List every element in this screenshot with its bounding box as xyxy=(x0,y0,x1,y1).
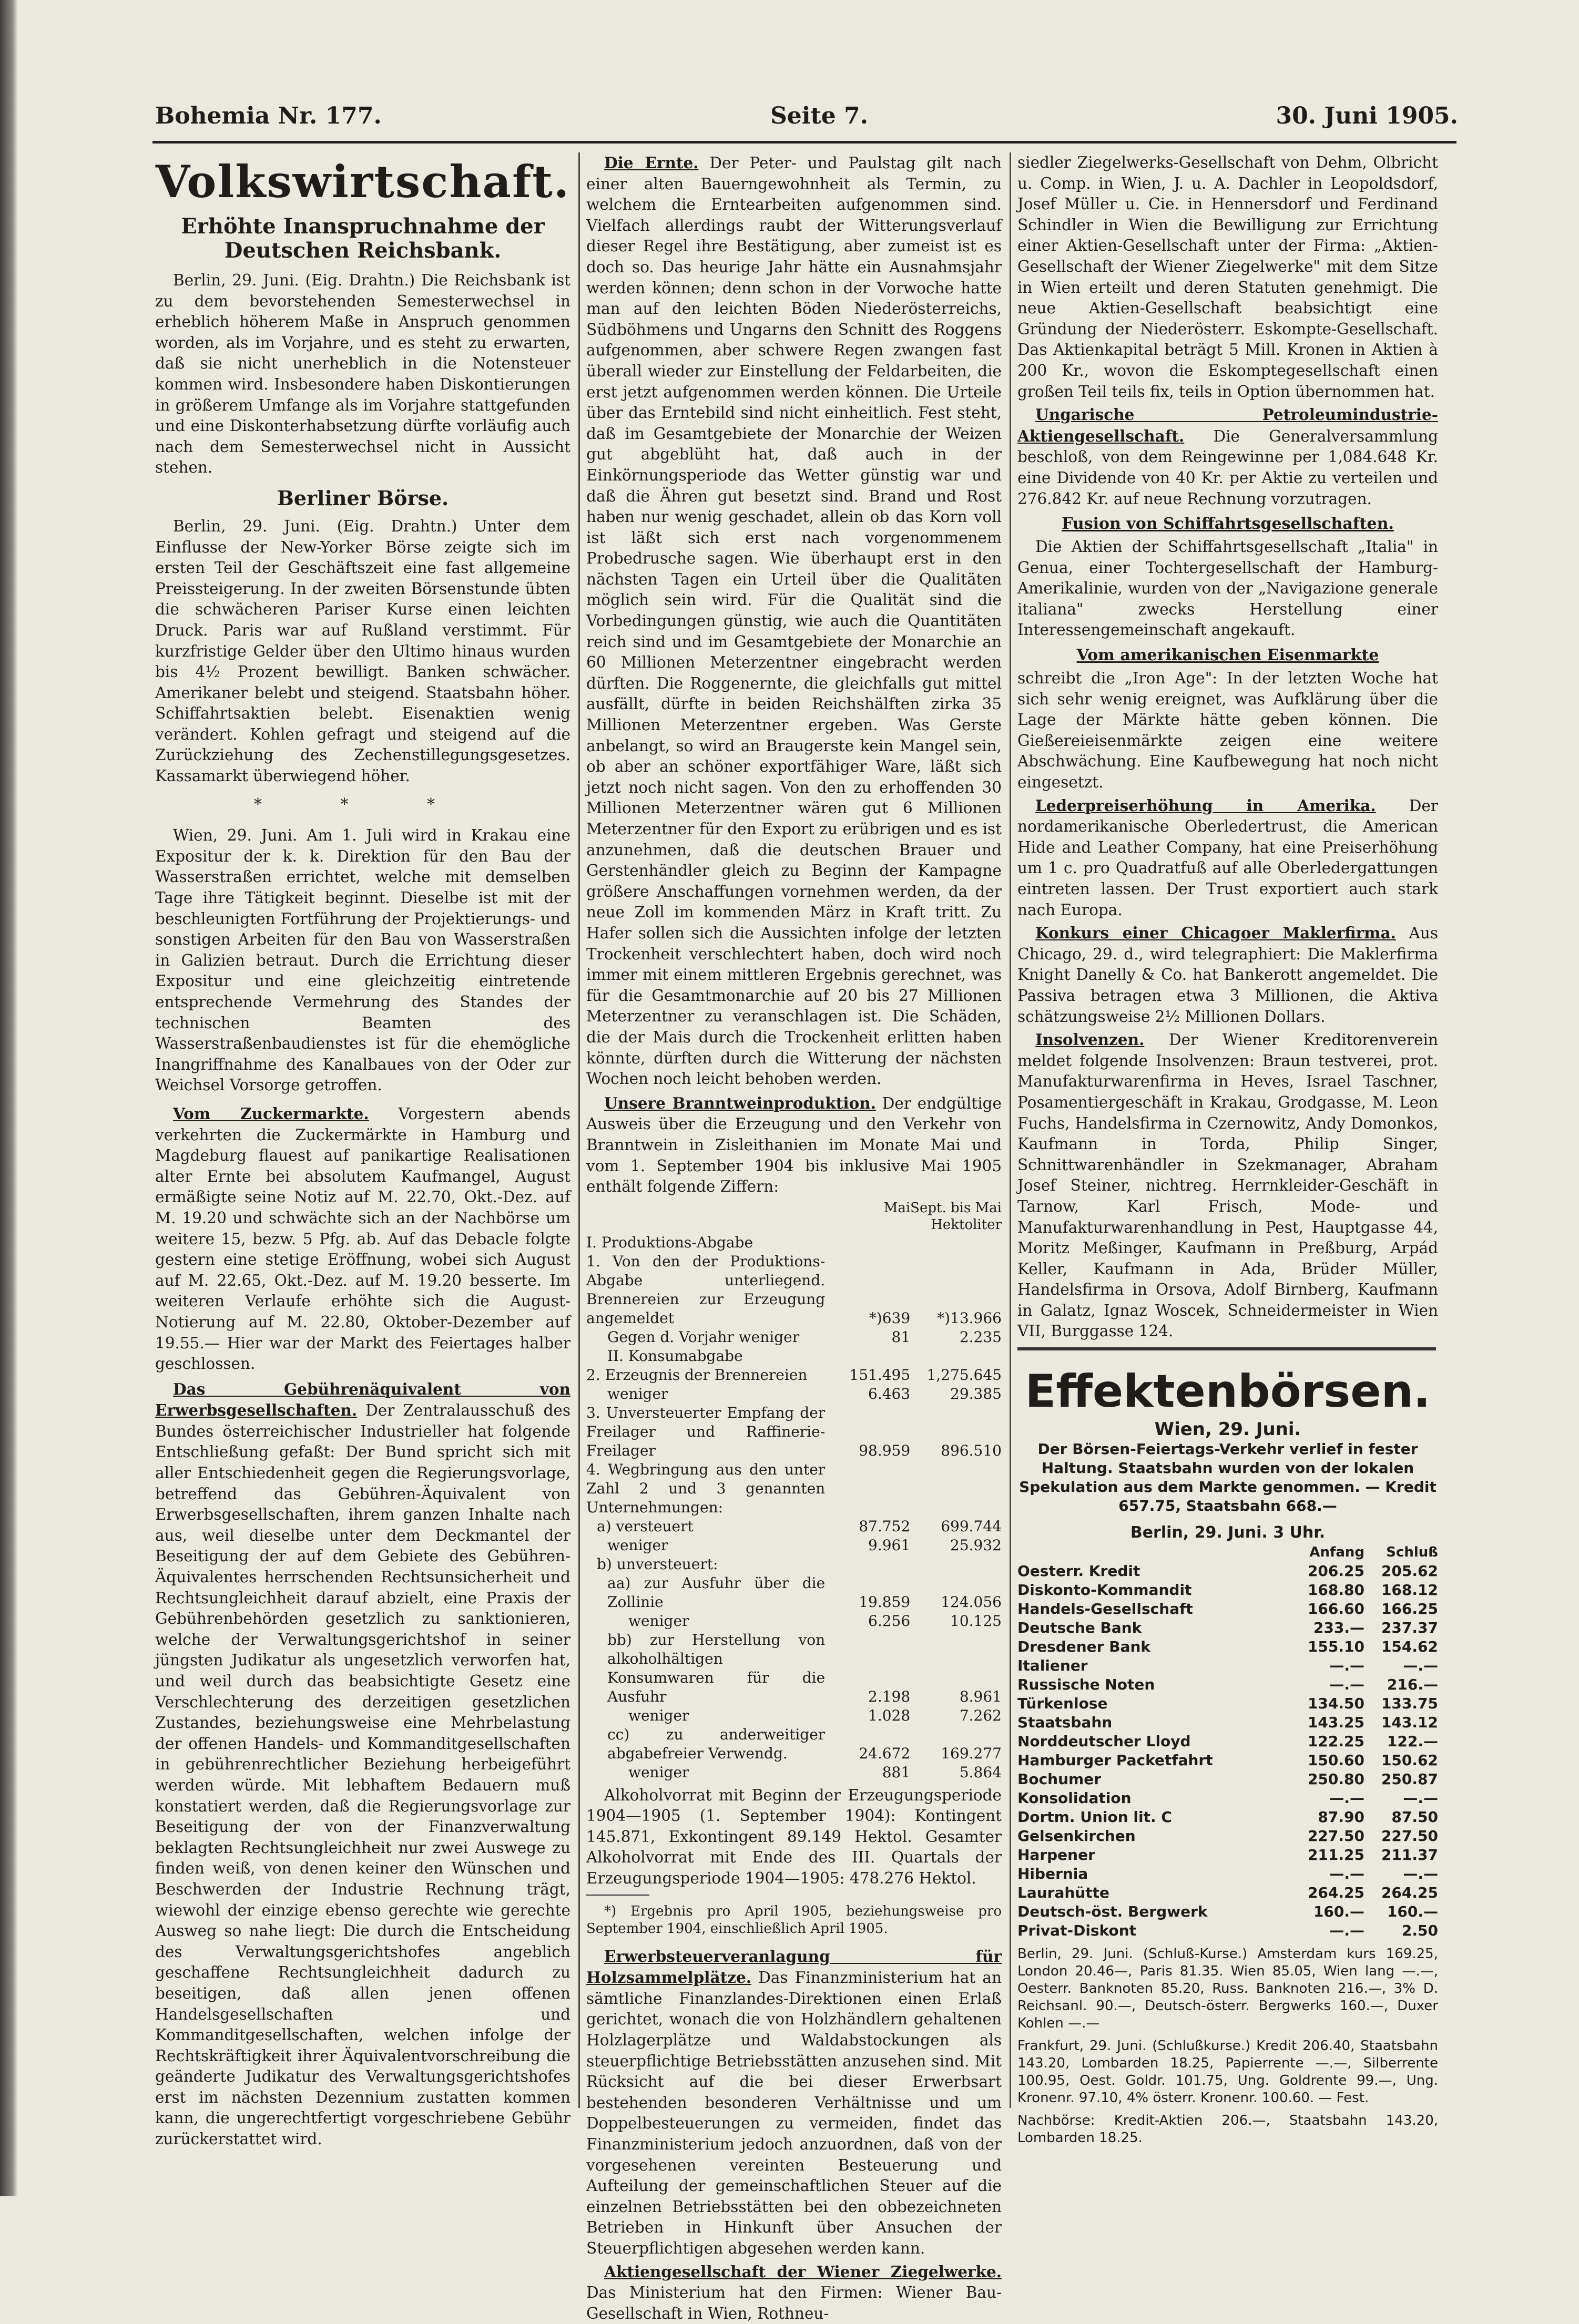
table-row xyxy=(1017,1921,1438,1940)
stock-anfang: 160.— xyxy=(1313,1903,1364,1921)
column-rule-2 xyxy=(1010,152,1011,2108)
table-row xyxy=(586,1252,1002,1328)
stock-anfang: 134.50 xyxy=(1307,1695,1364,1713)
row-mai: 81 xyxy=(891,1328,911,1346)
table-row xyxy=(586,1233,1002,1252)
row-sept: *)13.966 xyxy=(937,1309,1002,1327)
row-label: aa) zur Ausfuhr über die Zollinie xyxy=(607,1574,826,1611)
row-label: weniger xyxy=(628,1612,689,1630)
table-row xyxy=(586,1347,1002,1366)
row-label: II. Konsumabgabe xyxy=(607,1347,743,1365)
stock-name: Russische Noten xyxy=(1017,1676,1155,1694)
row-label: 2. Erzeugnis der Brennereien xyxy=(586,1366,808,1384)
stock-name: Konsolidation xyxy=(1017,1789,1132,1807)
table-row xyxy=(1017,1619,1438,1637)
text-lederpreis: Der nordamerikanische Oberledertrust, die American Hide and Leather Company, hat eine Preiserhöhung um 1 c. pro Quadratfuß auf alle Oberledergattungen eintreten lassen. Der Trust exportiert auch stark nach Europa. xyxy=(1017,796,1438,919)
text-branntwein: Der endgültige Ausweis über die Erzeugung und den Verkehr von Branntwein in Zisleithanien im Monate Mai und vom 1. September 1904 bis inklusive Mai 1905 enthält folgende Ziffern: xyxy=(586,1094,1002,1196)
text-holzsammelplaetze: Das Finanzministerium hat an sämtliche Finanzlandes-Direktionen einen Erlaß gerichtet, wonach die von Holzhändlern gehaltenen Holzlagerplätze und Waldabstockungen als steuerpflichtige Betriebsstätten anzusehen sind. Mit Rücksicht auf die bei dieser Erwerbsart bestehenden besonderen Verhältnisse und um Doppelbesteuerungen zu vermeiden, findet das Finanzministerium jedoch anzuordnen, daß von der vorgesehenen vereinten Besteuerung und Aufteilung der gemeinschaftlichen Steuer auf die einzelnen Betriebsstätten bei den obbezeichneten Betrieben in Hinkunft über Ansuchen der Steuerpflichtigen abgesehen werden kann. xyxy=(586,1969,1002,2257)
row-label: 4. Wegbringung aus den unter Zahl 2 und 3 genannten Unternehmungen: xyxy=(586,1460,826,1516)
stock-name: Bochumer xyxy=(1017,1770,1102,1788)
page-edge-shadow xyxy=(0,0,18,2196)
article-wien-wasserstrassen: Wien, 29. Juni. Am 1. Juli wird in Krakau eine Expositur der k. k. Direktion für den Bau der Wasserstraßen errichtet, welche mit demselben Tage ihre Tätigkeit beginnt. Dieselbe ist mit der beschleunigten Fortführung der Projektierungs- und sonstigen Arbeiten für den Bau von Wasserstraßen in Galizien betraut. Durch die Errichtung dieser Expositur und eine gleichzeitig eintretende entsprechende Vermehrung des Standes der technischen Beamten des Wasserstraßenbaudienstes ist für die ehemögliche Inangriffnahme des Kanalbaues von der Oder zur Weichsel Vorsorge getroffen. xyxy=(155,826,571,1094)
stock-schluss: 264.25 xyxy=(1381,1884,1438,1902)
column-rule-1 xyxy=(578,152,580,2108)
row-sept: 896.510 xyxy=(941,1441,1002,1459)
row-sept xyxy=(910,1233,1002,1252)
table-row xyxy=(1017,1770,1438,1789)
headline-zuckermarkt: Vom Zuckermarkte. xyxy=(173,1104,369,1123)
article-fusion: Die Aktien der Schiffahrtsgesellschaft „Italia" in Genua, einer Tochtergesellschaft der Hamburg-Amerikalinie, wurden von der „Navigazione generale italiana" zwecks Herstellung einer Interessengemeinschaft angekauft. xyxy=(1017,538,1438,639)
stock-anfang: —.— xyxy=(1329,1789,1364,1807)
row-mai xyxy=(831,1347,910,1366)
row-sept: 8.961 xyxy=(959,1687,1002,1705)
table-row xyxy=(1017,1656,1438,1675)
stock-anfang: 143.25 xyxy=(1307,1714,1364,1732)
table-row xyxy=(586,1404,1002,1460)
article-berliner-boerse: Berlin, 29. Juni. (Eig. Drahtn.) Unter dem Einflusse der New-Yorker Börse zeigte sich im ersten Teil der Geschäftszeit eine fast allgemeine Preissteigerung. In der zweiten Börsenstunde übten die schwächeren Pariser Kurse einen leichten Druck. Paris war auf Rußland verstimmt. Für kurzfristige Gelder über den Ultimo hinaus wurden bis 4½ Prozent bewilligt. Banken schwächer. Amerikaner belebt und steigend. Staatsbahn höher. Schiffahrtsaktien belebt. Eisenaktien wenig verändert. Kohlen gefragt und steigend auf die Zurückziehung des Zechenstillegungsgesetzes. Kassamarkt überwiegend höher. xyxy=(155,517,571,785)
article-insolvenzen xyxy=(1017,1029,1438,1342)
row-mai: 9.961 xyxy=(868,1536,911,1554)
stock-anfang: —.— xyxy=(1329,1922,1364,1940)
table-row xyxy=(1017,1600,1438,1619)
effektenboersen-title: Effektenbörsen. xyxy=(1025,1365,1431,1418)
article-zuckermarkt xyxy=(155,1103,571,1375)
headline-holzsammelplaetze: Erwerbsteuerveranlagung für Holzsammelplätze. xyxy=(586,1947,1002,1987)
headline-lederpreis: Lederpreiserhöhung in Amerika. xyxy=(1035,796,1376,815)
wien-report: Der Börsen-Feiertags-Verkehr verlief in fester Haltung. Staatsbahn wurden von der lokalen Spekulation aus dem Markte genommen. — Kredit 657.75, Staatsbahn 668.— xyxy=(1019,1440,1437,1515)
text-petroleum: Die Generalversammlung beschloß, von dem Reingewinne per 1,084.648 Kr. eine Dividende von 40 Kr. per Aktie zu verteilen und 276.842 Kr. auf neue Rechnung vorzutragen. xyxy=(1017,427,1438,508)
article-reichsbank: Berlin, 29. Juni. (Eig. Drahtn.) Die Reichsbank ist zu dem bevorstehenden Semesterwechsel in erheblich höherem Maße in Anspruch genommen worden, als im Vorjahre, und es steht zu erwarten, daß sie nicht unerheblich in die Notensteuer kommen wird. Insbesondere haben Diskontierungen in größerem Umfange als im Vorjahre stattgefunden und eine Diskonterhabsetzung dürfte vorläufig auch nach dem Semesterwechsel nicht in Aussicht stehen. xyxy=(155,271,571,477)
headline-gebuehrenaequivalent: Das Gebührenäquivalent von Erwerbsgesellschaften. xyxy=(155,1379,571,1420)
article-ziegelwerke-continued: siedler Ziegelwerks-Gesellschaft von Dehm, Olbricht u. Comp. in Wien, J. u. A. Dachler in Leopoldsdorf, Josef Müller u. Cie. in Hennersdorf und Ferdinand Schindler in Wien die Bewilligung zur Errichtung einer Aktien-Gesellschaft unter der Firma: „Aktien-Gesellschaft der Wiener Ziegelwerke" mit dem Sitze in Wien erteilt und deren Statuten genehmigt. Die neue Aktien-Gesellschaft beabsichtigt eine Gründung der Niederösterr. Eskompte-Gesellschaft. Das Aktienkapital beträgt 5 Mill. Kronen in Aktien à 200 Kr., wovon die Eskomptegesellschaft einen großen Teil teils fix, teils in Option übernommen hat. xyxy=(1017,153,1438,401)
text-ernte: Der Peter- und Paulstag gilt nach einer alten Bauerngewohnheit als Termin, zu welchem die Erntearbeiten aufgenommen sind. Vielfach allerdings raubt der Witterungsverlauf dieser Regel ihre Bestätigung, aber zumeist ist es doch so. Das heurige Jahr hätte ein Ausnahmsjahr werden können; denn schon in der Vorwoche hatte man auf den leichten Böden Niederösterreichs, Südböhmens und Ungarns den Schnitt des Roggens aufgenommen, aber schwere Regen zwangen fast überall wieder zur Einstellung der Feldarbeiten, die erst jetzt aufgenommen werden können. Die Urteile über das Erntebild sind nicht einheitlich. Fest steht, daß im Gesamtgebiete der Monarchie der Weizen gut abgeblüht hat, daß auch in der Einkörnungsperiode das Wetter günstig war und daß die Ähren gut besetzt sind. Brand und Rost haben nur wenig geschadet, allein ob das Korn voll ist läßt sich erst nach vorgenommenem Probedrusche sagen. Wie überhaupt erst in den nächsten Tagen ein Urteil über die Qualitäten möglich sein wird. Für die Qualität sind die Vorbedingungen günstig, wie auch die Quantitäten reich sind und im Gesamtgebiete der Monarchie an 60 Millionen Meterzentner eingebracht werden dürften. Die Roggenernte, die gleichfalls gut mittel ausfällt, dürfte in beiden Reichshälften zirka 35 Millionen Meterzentner ergeben. Was Gerste anbelangt, so wird an Braugerste kein Mangel sein, ob aber an schöner exportfähiger Ware, läßt sich jetzt noch nicht sagen. Von den zu erhoffenden 30 Millionen Meterzentner wären gut 6 Millionen Meterzentner für den Export zu erübrigen und es ist anzunehmen, daß die deutschen Brauer und Gerstenhändler gleich zu Beginn der Kampagne größere Anschaffungen vornehmen werden, da der neue Zoll im kommenden März in Kraft tritt. Zu Hafer sollen sich die Aussichten infolge der letzten Trockenheit verschlechtert haben, doch wird noch immer mit einem mittleren Ergebnis gerechnet, was für die Gesamtmonarchie auf 20 bis 27 Millionen Meterzentner zu veranschlagen ist. Die Schäden, die der Mais durch die Trockenheit erlitten haben könnte, dürften durch die Witterung der nächsten Wochen noch leicht behoben werden. xyxy=(586,154,1002,1088)
article-eisenmarkt: schreibt die „Iron Age": In der letzten Woche hat sich sehr wenig ereignet, was Aufklärung über die Lage der Märkte hätte geben können. Die Gießereieisenmärkte zeigen eine weitere Abschwächung. Eine Kaufbewegung hat noch nicht eingesetzt. xyxy=(1017,669,1438,792)
stock-name: Hamburger Packetfahrt xyxy=(1017,1752,1213,1769)
stock-schluss: 87.50 xyxy=(1391,1808,1438,1826)
table-row xyxy=(586,1612,1002,1631)
row-sept: 10.125 xyxy=(950,1612,1002,1630)
headline-branntwein: Unsere Branntweinproduktion. xyxy=(604,1093,877,1112)
table-header-row xyxy=(586,1200,1002,1216)
article-alkoholvorrat: Alkoholvorrat mit Beginn der Erzeugungsperiode 1904—1905 (1. September 1904): Kontingent 145.871, Exkontingent 89.149 Hektol. Gesamter Alkoholvorrat mit Ende des III. Quartals der Erzeugungsperiode 1904—1905: 478.276 Hektol. xyxy=(586,1786,1002,1888)
stock-schluss: 166.25 xyxy=(1381,1600,1438,1618)
headline-eisenmarkt: Vom amerikanischen Eisenmarkte xyxy=(1076,646,1379,665)
text-konkurs: Aus Chicago, 29. d., wird telegraphiert: Die Maklerfirma Knight Danelly & Co. hat Bankerott angemeldet. Die Passiva betragen etwa 3 Millionen, die Aktiva schätzungsweise 2½ Millionen Dollars. xyxy=(1017,924,1438,1026)
stock-schluss: —.— xyxy=(1403,1657,1438,1675)
table-row xyxy=(586,1366,1002,1385)
table-row xyxy=(1017,1751,1438,1770)
row-label: b) unversteuert: xyxy=(597,1555,718,1573)
table-row xyxy=(586,1328,1002,1347)
berlin-schlusskurse: Berlin, 29. Juni. (Schluß-Kurse.) Amsterdam kurs 169.25, London 20.46—, Paris 81.35. Wien 85.05, Wien lang —.—, Oesterr. Banknoten 85.20, Russ. Banknoten 216.—, 3% D. Reichsanl. 90.—, Deutsch-österr. Bergwerks 160.—, Duxer Kohlen —.— xyxy=(1017,1946,1438,2032)
row-label: weniger xyxy=(628,1763,689,1781)
stock-name: Harpener xyxy=(1017,1846,1095,1864)
row-sept: 2.235 xyxy=(959,1328,1002,1346)
text-zuckermarkt: Vorgestern abends verkehrten die Zuckermärkte in Hamburg und Magdeburg flauest auf panikartige Realisationen alter Ernte bei absolutem Kaufmangel, August ermäßigte seine Notiz auf M. 22.70, Okt.-Dez. auf M. 19.20 und schwächte sich an der Nachbörse um weitere 15, bezw. 5 Pfg. ab. Auf das Debacle folgte gestern eine stetige Eröffnung, wobei sich August auf M. 22.65, Okt.-Dez. auf M. 19.20 besserte. Im weiteren Verlaufe erhöhte sich die August-Notierung auf M. 22.80, Oktober-Dezember auf 19.55.— Hier war der Markt des Feiertages halber geschlossen. xyxy=(155,1104,571,1373)
row-mai: 6.463 xyxy=(868,1385,911,1402)
col-header-anfang: Anfang xyxy=(1309,1544,1364,1561)
row-mai: 98.959 xyxy=(859,1441,911,1459)
row-mai: 24.672 xyxy=(859,1744,911,1762)
nachboerse: Nachbörse: Kredit-Aktien 206.—, Staatsbahn 143.20, Lombarden 18.25. xyxy=(1017,2113,1438,2146)
row-sept: 169.277 xyxy=(941,1744,1002,1762)
stock-name: Dortm. Union lit. C xyxy=(1017,1808,1172,1826)
stock-anfang: 168.80 xyxy=(1307,1581,1364,1599)
headline-berliner-boerse: Berliner Börse. xyxy=(277,486,449,510)
table-unit-row xyxy=(586,1216,1002,1233)
stock-schluss: 143.12 xyxy=(1381,1714,1438,1732)
stock-schluss: 150.62 xyxy=(1381,1752,1438,1769)
row-mai xyxy=(831,1460,910,1517)
stock-anfang: 155.10 xyxy=(1307,1638,1364,1656)
branntwein-table xyxy=(586,1200,1002,1782)
stock-schluss: 250.87 xyxy=(1381,1770,1438,1788)
table-row xyxy=(586,1555,1002,1574)
article-holzsammelplaetze xyxy=(586,1946,1002,2259)
stock-schluss: 168.12 xyxy=(1381,1581,1438,1599)
row-sept: 124.056 xyxy=(941,1593,1002,1611)
stock-schluss: —.— xyxy=(1403,1789,1438,1807)
table-row xyxy=(586,1460,1002,1517)
masthead-issue: Bohemia Nr. 177. xyxy=(155,103,382,129)
table-row xyxy=(1017,1732,1438,1751)
stock-name: Hibernia xyxy=(1017,1865,1088,1883)
stock-anfang: 150.60 xyxy=(1307,1752,1364,1769)
table-row xyxy=(586,1517,1002,1536)
stock-schluss: 2.50 xyxy=(1401,1922,1438,1940)
page-header xyxy=(155,103,1458,139)
table-row xyxy=(586,1574,1002,1612)
table-row xyxy=(1017,1713,1438,1732)
col-header-schluss: Schluß xyxy=(1386,1544,1438,1561)
article-lederpreis xyxy=(1017,795,1438,921)
stock-anfang: 211.25 xyxy=(1307,1846,1364,1864)
row-sept: 5.864 xyxy=(959,1763,1002,1781)
row-mai: 1.028 xyxy=(868,1706,911,1724)
stock-name: Türkenlose xyxy=(1017,1695,1108,1713)
text-gebuehrenaequivalent: Der Zentralausschuß des Bundes österreichischer Industrieller hat folgende Entschließung gefaßt: Der Bund spricht sich mit aller Entschiedenheit gegen die Regierungsvorlage, betreffend das Gebühren-Äquivalent von Erwerbsgesellschaften, ihrem ganzen Inhalte nach aus, weil dieselbe unter dem Deckmantel der Beseitigung der auf dem Gebiete des Gebühren-Äquivalentes herrschenden Rechtsunsicherheit und Rechtsungleichheit darauf abzielt, eine Praxis der Gebührenbehörden gesetzlich zu sanktionieren, welche der Verwaltungsgerichtshof in seiner jüngsten Judikatur als ungesetzlich verworfen hat, und weil durch das beabsichtigte Gesetz eine Verschlechterung des derzeitigen gesetzlichen Zustandes, beziehungsweise eine Mehrbelastung der offenen Handels- und Kommanditgesellschaften in gebührenrechtlicher Beziehung herbeigeführt werden würde. Mit lebhaftem Bedauern muß konstatiert werden, daß die Regierungsvorlage zur Beseitigung der von der Finanzverwaltung beklagten Rechtsungleichheit nur zwei Auswege zu finden weiß, von denen keiner den Wünschen und Beschwerden der Industrie Rechnung trägt, wiewohl der einzige ebenso gerechte wie gerechte Ausweg so nahe liegt: Die durch die Entscheidung des Verwaltungsgerichtshofes angeblich geschaffene Rechtsungleichheit dadurch zu beseitigen, daß allen jenen offenen Handelsgesellschaften und Kommanditgesellschaften, welchen infolge der Rechtskräftigkeit ihrer Äquivalentvorschreibung die geänderte Judikatur des Verwaltungsgerichtshofes erst im nächsten Dezennium zustatten kommen kann, die ungerechtfertigt vorgeschriebene Gebühr zurückerstattet wird. xyxy=(155,1401,571,2148)
berlin-kurse-table xyxy=(1017,1543,1438,1940)
stock-schluss: 122.— xyxy=(1387,1733,1438,1750)
row-sept xyxy=(910,1555,1002,1574)
stock-name: Gelsenkirchen xyxy=(1017,1827,1136,1845)
headline-konkurs: Konkurs einer Chicagoer Maklerfirma. xyxy=(1035,924,1396,943)
frankfurt-schlusskurse: Frankfurt, 29. Juni. (Schlußkurse.) Kredit 206.40, Staatsbahn 143.20, Lombarden 18.25, Papierrente —.—, Silberrente 100.95, Oest. Goldr. 101.75, Ung. Goldrente 99.—, Ung. Kronenr. 97.10, 4% österr. Kronenr. 100.60. — Fest. xyxy=(1017,2038,1438,2106)
stock-anfang: 264.25 xyxy=(1307,1884,1364,1902)
row-sept xyxy=(910,1460,1002,1517)
stock-anfang: —.— xyxy=(1329,1657,1364,1675)
table-row xyxy=(1017,1883,1438,1902)
stock-schluss: 133.75 xyxy=(1381,1695,1438,1713)
table-row xyxy=(586,1385,1002,1404)
table-row xyxy=(586,1763,1002,1782)
stock-schluss: 154.62 xyxy=(1381,1638,1438,1656)
table-row xyxy=(1017,1581,1438,1600)
column-1 xyxy=(155,152,571,2148)
row-mai: 6.256 xyxy=(868,1612,911,1630)
page-number: Seite 7. xyxy=(770,103,869,129)
separator-stars: * * * xyxy=(253,795,472,814)
row-label: weniger xyxy=(607,1385,668,1402)
table-row xyxy=(1017,1675,1438,1694)
article-konkurs xyxy=(1017,923,1438,1027)
row-mai xyxy=(831,1233,910,1252)
row-label: a) versteuert xyxy=(597,1517,694,1535)
table-row xyxy=(1017,1865,1438,1883)
stock-anfang: 206.25 xyxy=(1307,1562,1364,1580)
stock-name: Deutsch-öst. Bergwerk xyxy=(1017,1903,1208,1921)
stock-name: Dresdener Bank xyxy=(1017,1638,1151,1656)
stock-schluss: 211.37 xyxy=(1381,1846,1438,1864)
row-mai: 881 xyxy=(882,1763,911,1781)
headline-ernte: Die Ernte. xyxy=(604,153,699,172)
table-row xyxy=(1017,1694,1438,1713)
stock-schluss: 216.— xyxy=(1387,1676,1438,1694)
row-label: Gegen d. Vorjahr weniger xyxy=(607,1328,800,1346)
article-ernte xyxy=(586,152,1002,1090)
stock-anfang: 166.60 xyxy=(1307,1600,1364,1618)
row-sept: 699.744 xyxy=(941,1517,1002,1535)
row-sept: 29.385 xyxy=(950,1385,1002,1402)
headline-ziegelwerke: Aktiengesellschaft der Wiener Ziegelwerke. xyxy=(604,2262,1002,2281)
col-header-sept: Sept. bis Mai xyxy=(910,1200,1002,1216)
row-label: 1. Von den der Produktions-Abgabe unterliegend. Brennereien zur Erzeugung angemeldet xyxy=(586,1252,826,1327)
row-mai: *)639 xyxy=(869,1309,911,1327)
article-petroleum xyxy=(1017,404,1438,509)
row-sept xyxy=(910,1347,1002,1366)
headline-insolvenzen: Insolvenzen. xyxy=(1035,1030,1145,1049)
row-label: bb) zur Herstellung von alkoholhältigen Konsumwaren für die Ausfuhr xyxy=(607,1631,826,1705)
stock-anfang: —.— xyxy=(1329,1865,1364,1883)
stock-schluss: 160.— xyxy=(1387,1903,1438,1921)
row-label: cc) zu anderweitiger abgabefreier Verwendg. xyxy=(607,1725,826,1762)
table-row xyxy=(586,1706,1002,1725)
text-insolvenzen: Der Wiener Kreditorenverein meldet folgende Insolvenzen: Braun testverei, prot. Manufakturwarenfirma in Heves, Israel Taschner, Posamentiergeschäft in Krakau, Grodgasse, M. Leon Fuchs, Handelsfirma in Czernowitz, Andy Domonkos, Kaufmann in Torda, Philip Singer, Schnittwarenhändler in Szekmanager, Abraham Josef Steiner, nichtreg. Herrnkleider-Geschäft in Tarnow, Karl Frisch, Mode- und Manufakturwarenhandlung in Pest, Hauptgasse 44, Moritz Meßinger, Kaufmann in Preßburg, Arpád Keller, Kaufmann in Ada, Brüder Müller, Handelsfirma in Orsova, Adolf Birnberg, Kaufmann in Galatz, Ignaz Woscek, Schneidermeister in Wien VII, Burggasse 124. xyxy=(1017,1031,1438,1340)
section-title: Volkswirtschaft. xyxy=(155,156,571,208)
row-mai: 2.198 xyxy=(868,1687,911,1705)
row-label: weniger xyxy=(607,1536,668,1554)
row-label: 3. Unversteuerter Empfang der Freilager und Raffinerie-Freilager xyxy=(586,1404,826,1459)
column-2 xyxy=(586,152,1002,2322)
text-ziegelwerke: Das Ministerium hat den Firmen: Wiener Bau-Gesellschaft in Wien, Rothneu- xyxy=(586,2284,1002,2322)
col-header-unit: Hektoliter xyxy=(931,1216,1002,1233)
stock-anfang: 122.25 xyxy=(1307,1733,1364,1750)
berlin-dateline: Berlin, 29. Juni. 3 Uhr. xyxy=(1130,1523,1326,1542)
table-row xyxy=(1017,1637,1438,1656)
article-gebuehrenaequivalent xyxy=(155,1379,571,2150)
row-label: weniger xyxy=(628,1706,689,1724)
table-row xyxy=(1017,1846,1438,1865)
stock-name: Diskonto-Kommandit xyxy=(1017,1581,1192,1599)
stock-name: Italiener xyxy=(1017,1657,1088,1675)
article-branntwein xyxy=(586,1093,1002,1197)
wien-dateline: Wien, 29. Juni. xyxy=(1154,1419,1301,1440)
stock-name: Staatsbahn xyxy=(1017,1714,1113,1732)
stock-schluss: 227.50 xyxy=(1381,1827,1438,1845)
table-row xyxy=(1017,1808,1438,1827)
stock-anfang: —.— xyxy=(1329,1676,1364,1694)
stock-name: Laurahütte xyxy=(1017,1884,1109,1902)
footnote-rule xyxy=(586,1895,649,1896)
footnote: *) Ergebnis pro April 1905, beziehungsweise pro September 1904, einschließlich April 1905. xyxy=(586,1903,1002,1937)
header-rule xyxy=(152,141,1456,144)
stock-schluss: 205.62 xyxy=(1381,1562,1438,1580)
issue-date: 30. Juni 1905. xyxy=(1276,103,1458,129)
headline-fusion: Fusion von Schiffahrtsgesellschaften. xyxy=(1062,515,1394,534)
row-mai: 87.752 xyxy=(859,1517,911,1535)
table-row xyxy=(586,1725,1002,1763)
stock-anfang: 87.90 xyxy=(1318,1808,1364,1826)
headline-reichsbank: Erhöhte Inanspruchnahme der Deutschen Reichsbank. xyxy=(181,214,545,263)
stock-name: Deutsche Bank xyxy=(1017,1619,1142,1637)
table-row xyxy=(586,1631,1002,1706)
row-sept: 1,275.645 xyxy=(926,1366,1002,1384)
row-sept: 25.932 xyxy=(950,1536,1002,1554)
stock-name: Handels-Gesellschaft xyxy=(1017,1600,1193,1618)
stock-name: Privat-Diskont xyxy=(1017,1922,1137,1940)
stock-schluss: —.— xyxy=(1403,1865,1438,1883)
row-mai: 19.859 xyxy=(859,1593,911,1611)
stock-anfang: 250.80 xyxy=(1307,1770,1364,1788)
table-row xyxy=(1017,1827,1438,1846)
table-row xyxy=(1017,1902,1438,1921)
table-row xyxy=(1017,1562,1438,1581)
headline-petroleum: Ungarische Petroleumindustrie-Aktiengesellschaft. xyxy=(1017,405,1438,445)
col-header-mai: Mai xyxy=(883,1200,911,1216)
row-mai: 151.495 xyxy=(849,1366,911,1384)
stock-anfang: 233.— xyxy=(1313,1619,1364,1637)
table-row xyxy=(1017,1789,1438,1808)
stock-name: Oesterr. Kredit xyxy=(1017,1562,1140,1580)
table-row xyxy=(586,1536,1002,1555)
effekten-top-rule xyxy=(1017,1347,1436,1350)
stock-schluss: 237.37 xyxy=(1381,1619,1438,1637)
kurse-header-row xyxy=(1017,1543,1438,1562)
row-sept: 7.262 xyxy=(959,1706,1002,1724)
row-mai xyxy=(831,1555,910,1574)
column-3 xyxy=(1017,152,1438,2146)
stock-name: Norddeutscher Lloyd xyxy=(1017,1733,1191,1750)
article-ziegelwerke xyxy=(586,2261,1002,2324)
stock-anfang: 227.50 xyxy=(1307,1827,1364,1845)
row-label: I. Produktions-Abgabe xyxy=(586,1233,753,1251)
